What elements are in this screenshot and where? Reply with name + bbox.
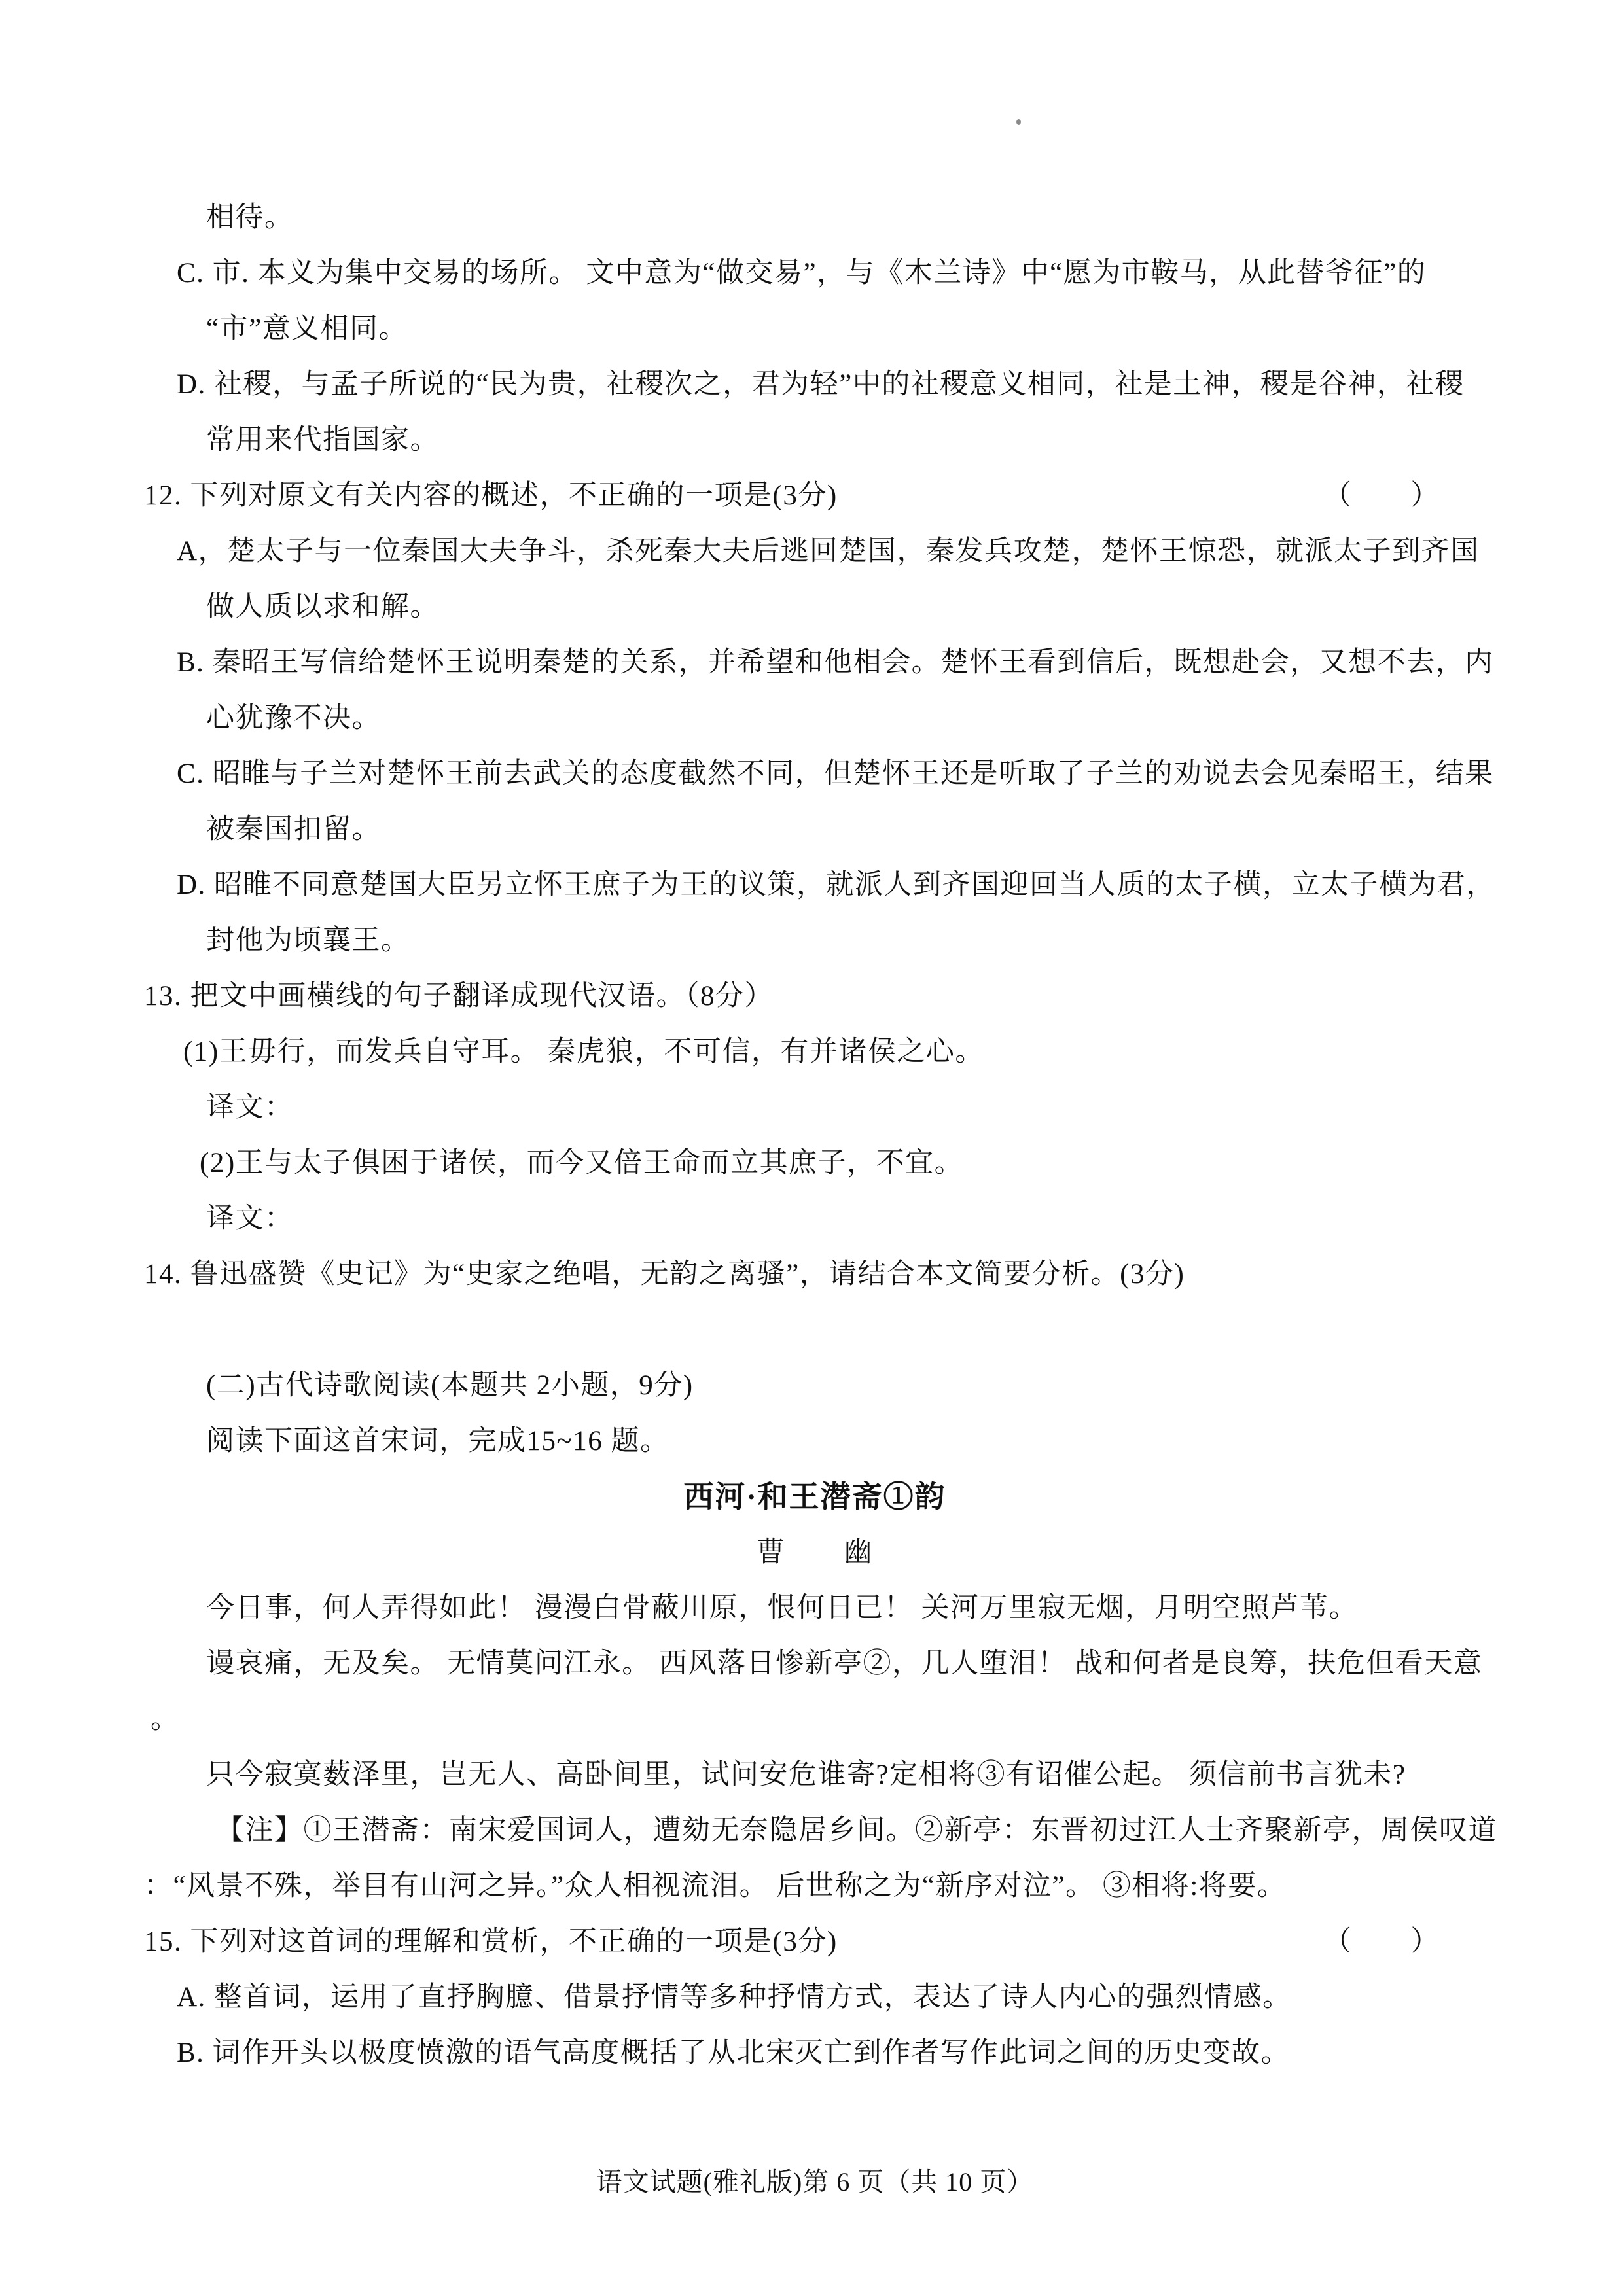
poem-note-line2: ：“风景不殊，举目有山河之异。”众人相视流泪。 后世称之为“新序对泣”。 ③相将:将要。 xyxy=(144,1871,1287,1901)
q15-stem xyxy=(144,1914,1486,1969)
q14-stem: 14. 鲁迅盛赞《史记》为“史家之绝唱，无韵之离骚”，请结合本文简要分析。(3分) xyxy=(144,1259,1185,1290)
poem-line-2-wrapped-punct: 。 xyxy=(151,1704,180,1735)
q13-sentence-2: (2)王与太子俱困于诸侯，而今又倍王命而立其庶子，不宜。 xyxy=(200,1148,964,1178)
q15-option-b: B. 词作开头以极度愤激的语气高度概括了从北宋灭亡到作者写作此词之间的历史变故。 xyxy=(177,2038,1291,2068)
poem-title: 西河·和王潜斋①韵 xyxy=(683,1480,946,1513)
q12-stem xyxy=(144,468,1486,523)
q11-option-d-line2: 常用来代指国家。 xyxy=(206,425,439,455)
q12-option-b-line1: B. 秦昭王写信给楚怀王说明秦楚的关系，并希望和他相会。楚怀王看到信后，既想赴会，又想不去，内 xyxy=(177,647,1494,678)
poetry-section-heading: (二)古代诗歌阅读(本题共 2小题，9分) xyxy=(206,1370,694,1401)
q11-option-d-line1: D. 社稷，与孟子所说的“民为贵，社稷次之，君为轻”中的社稷意义相同，社是土神，稷是谷神，社稷 xyxy=(177,369,1465,400)
q12-stem-text: 12. 下列对原文有关内容的概述，不正确的一项是(3分) xyxy=(144,480,838,511)
poem-author: 曹 幽 xyxy=(757,1537,873,1568)
q12-option-c-line2: 被秦国扣留。 xyxy=(206,814,381,845)
q12-option-d-line1: D. 昭睢不同意楚国大臣另立怀王庶子为王的议策，就派人到齐国迎回当人质的太子横，立太子横为君， xyxy=(177,870,1496,900)
poem-line-2: 谩哀痛，无及矣。 无情莫问江永。 西风落日惨新亭②，几人堕泪！ 战和何者是良筹，扶危但看天意 xyxy=(206,1648,1483,1679)
poem-note-line1: 【注】①王潜斋：南宋爱国词人，遭劾无奈隐居乡间。②新亭：东晋初过江人士齐聚新亭，周侯叹道 xyxy=(216,1815,1497,1846)
q11-option-c-line2: “市”意义相同。 xyxy=(206,313,408,344)
q12-answer-bracket: （ ） xyxy=(1323,480,1440,511)
poem-line-1: 今日事，何人弄得如此！ 漫漫白骨蔽川原，恨何日已！ 关河万里寂无烟，月明空照芦苇。 xyxy=(206,1593,1358,1623)
q13-translation-label-2: 译文： xyxy=(206,1203,294,1234)
poem-line-3: 只今寂寞薮泽里，岂无人、高卧间里，试问安危谁寄?定相将③有诏催公起。 须信前书言犹未? xyxy=(206,1759,1406,1790)
poetry-intro: 阅读下面这首宋词，完成15~16 题。 xyxy=(206,1426,669,1457)
q12-option-c-line1: C. 昭睢与子兰对楚怀王前去武关的态度截然不同，但楚怀王还是听取了子兰的劝说去会见秦昭王，结果 xyxy=(177,758,1494,789)
q15-option-a: A. 整首词，运用了直抒胸臆、借景抒情等多种抒情方式，表达了诗人内心的强烈情感。 xyxy=(177,1982,1292,2013)
q12-option-a-line2: 做人质以求和解。 xyxy=(206,592,439,622)
q12-option-a-line1: A，楚太子与一位秦国大夫争斗，杀死秦大夫后逃回楚国，秦发兵攻楚，楚怀王惊恐，就派太子到齐国 xyxy=(177,536,1480,567)
page-footer: 语文试题(雅礼版)第 6 页（共 10 页） xyxy=(596,2167,1034,2197)
q15-answer-bracket: （ ） xyxy=(1323,1926,1440,1957)
q13-stem: 13. 把文中画横线的句子翻译成现代汉语。（8分） xyxy=(144,981,774,1012)
q12-option-d-line2: 封他为顷襄王。 xyxy=(206,925,410,956)
q12-option-b-line2: 心犹豫不决。 xyxy=(206,703,381,733)
stray-mark-dot xyxy=(1016,119,1021,125)
q11-option-c-line1: C. 市. 本义为集中交易的场所。 文中意为“做交易”，与《木兰诗》中“愿为市鞍马，从此替爷征”的 xyxy=(177,258,1427,289)
q11-option-b-continuation: 相待。 xyxy=(206,202,294,233)
q13-translation-label-1: 译文： xyxy=(206,1092,294,1123)
q13-sentence-1: (1)王毋行，而发兵自守耳。 秦虎狼，不可信，有并诸侯之心。 xyxy=(183,1036,984,1067)
q15-stem-text: 15. 下列对这首词的理解和赏析，不正确的一项是(3分) xyxy=(144,1926,838,1957)
